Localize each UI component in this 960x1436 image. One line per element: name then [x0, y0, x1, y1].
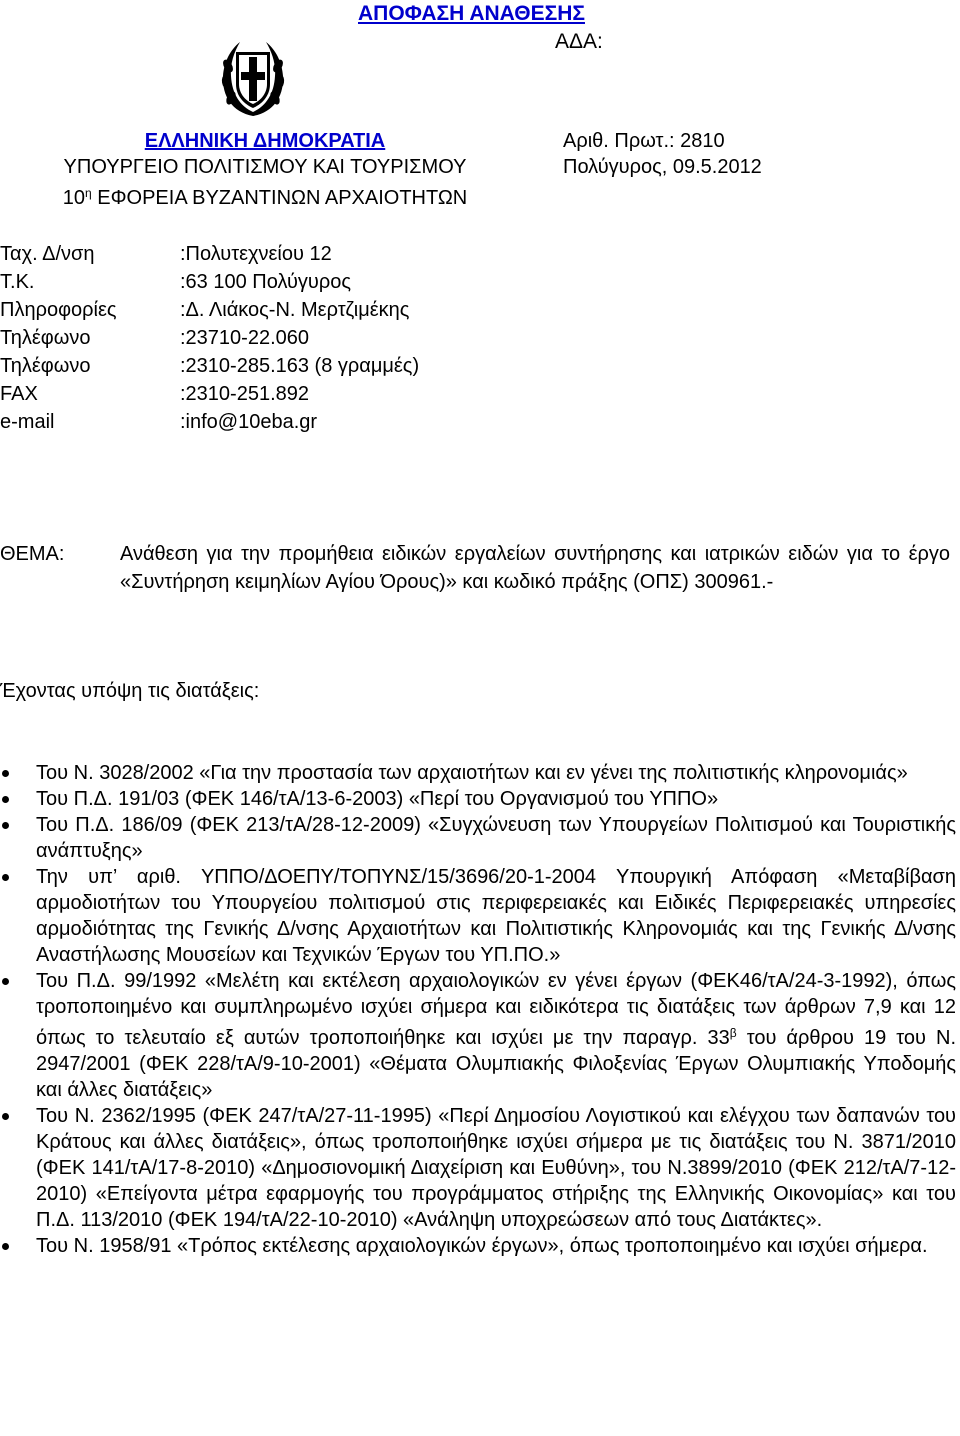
- ministry-header: [0, 128, 530, 211]
- list-item: Του Ν. 3028/2002 «Για την προστασία των αρχαιοτήτων και εν γένει της πολιτιστικής κληρονομιάς»: [0, 760, 956, 786]
- bullet-icon: [2, 822, 9, 829]
- republic-name: ΕΛΛΗΝΙΚΗ ΔΗΜΟΚΡΑΤΙΑ: [144, 130, 386, 152]
- protocol-block: [563, 128, 762, 180]
- decision-title: ΑΠΟΦΑΣΗ ΑΝΑΘΕΣΗΣ: [358, 2, 585, 25]
- ada-label: ΑΔΑ:: [555, 30, 603, 53]
- protocol-number: Αριθ. Πρωτ.: 2810: [563, 130, 725, 152]
- contact-row: Ταχ. Δ/νση :Πολυτεχνείου 12: [0, 243, 332, 265]
- greek-coat-of-arms-icon: [218, 38, 288, 120]
- ephorate-name: $10^\eta$ ΕΦΟΡΕΙΑ ΒΥΖΑΝΤΙΝΩΝ ΑΡΧΑΙΟΤΗΤΩΝ: [62, 186, 468, 209]
- list-item: Του Π.Δ. 99/1992 «Μελέτη και εκτέλεση αρχαιολογικών εν γένει έργων (ΦΕΚ46/τΑ/24-3-1992), όπως τροποποιημένο και συμπληρωμένο ισχύει σήμερα και ειδικότερα τις διατάξεις των άρθρων 7,9 και 12 όπως το τελευταίο εξ αυτών τροποποιήθηκε και ισχύει με την παραγρ. $33^\beta$ του άρθρου 19 του Ν. 2947/2001 (ΦΕΚ 228/τΑ/9-10-2001) «Θέματα Ολυμπιακής Φιλοξενίας Έργων Ολυμπιακής Υποδομής και άλλες διατάξεις»: [0, 968, 956, 1103]
- bullet-icon: [2, 1113, 9, 1120]
- provisions-list: [0, 760, 960, 1259]
- list-item: Του Ν. 1958/91 «Τρόπος εκτέλεσης αρχαιολογικών έργων», όπως τροποποιημένο και ισχύει σήμερα.: [0, 1233, 956, 1259]
- list-item: Του Ν. 2362/1995 (ΦΕΚ 247/τΑ/27-11-1995) «Περί Δημοσίου Λογιστικού και ελέγχου των δαπανών του Κράτους και άλλες διατάξεις», όπως τροποποιήθηκε ισχύει σήμερα με τις διατάξεις του Ν. 3871/2010 (ΦΕΚ 141/τΑ/17-8-2010) «Δημοσιονομική Διαχείριση και Ευθύνη», του Ν.3899/2010 (ΦΕΚ 212/τΑ/7-12-2010) «Επείγοντα μέτρα εφαρμογής του προγράμματος στήριξης της Ελληνικής Οικονομίας» και του Π.Δ. 113/2010 (ΦΕΚ 194/τΑ/22-10-2010) «Ανάληψη υποχρεώσεων από τους Διατάκτες».: [0, 1103, 956, 1233]
- contact-row: FAX :2310-251.892: [0, 383, 310, 405]
- contact-row: Τ.Κ. :63 100 Πολύγυρος: [0, 271, 352, 293]
- bullet-icon: [2, 770, 9, 777]
- list-item: Του Π.Δ. 191/03 (ΦΕΚ 146/τΑ/13-6-2003) «Περί του Οργανισμού του ΥΠΠΟ»: [0, 786, 956, 812]
- contact-row: Τηλέφωνο :2310-285.163 (8 γραμμές): [0, 355, 420, 377]
- list-item: Την υπ’ αριθ. ΥΠΠΟ/ΔΟΕΠΥ/ΤΟΠΥΝΣ/15/3696/20-1-2004 Υπουργική Απόφαση «Μεταβίβαση αρμοδιοτήτων του Υπουργείου πολιτισμού στις περιφερειακές και Ειδικές Περιφερειακές υπηρεσίες αρμοδιότητας της Γενικής Δ/νσης Αρχαιοτήτων και Πολιτιστικής Κληρονομιάς και της Γενικής Δ/νσης Αναστήλωσης Μουσείων και Τεχνικών Έργων του ΥΠ.ΠΟ.»: [0, 864, 956, 968]
- place-date: Πολύγυρος, 09.5.2012: [563, 156, 762, 178]
- list-item: Του Π.Δ. 186/09 (ΦΕΚ 213/τΑ/28-12-2009) «Συγχώνευση των Υπουργείων Πολιτισμού και Τουριστικής ανάπτυξης»: [0, 812, 956, 864]
- considering-intro: Έχοντας υπόψη τις διατάξεις:: [0, 680, 260, 702]
- bullet-icon: [2, 1243, 9, 1250]
- bullet-icon: [2, 796, 9, 803]
- contact-row: e-mail :info@10eba.gr: [0, 411, 318, 433]
- subject-text: Ανάθεση για την προμήθεια ειδικών εργαλείων συντήρησης και ιατρικών ειδών για το έργο «Συντήρηση κειμηλίων Αγίου Όρους)» και κωδικό πράξης (ΟΠΣ) 300961.-: [120, 543, 950, 593]
- contact-row: Πληροφορίες :Δ. Λιάκος-Ν. Μερτζιμέκης: [0, 299, 410, 321]
- bullet-icon: [2, 874, 9, 881]
- contact-info: [0, 240, 419, 436]
- ministry-name: ΥΠΟΥΡΓΕΙΟ ΠΟΛΙΤΙΣΜΟΥ ΚΑΙ ΤΟΥΡΙΣΜΟΥ: [63, 156, 467, 178]
- contact-row: Τηλέφωνο :23710-22.060: [0, 327, 310, 349]
- subject-label: ΘΕΜΑ:: [0, 543, 65, 565]
- bullet-icon: [2, 978, 9, 985]
